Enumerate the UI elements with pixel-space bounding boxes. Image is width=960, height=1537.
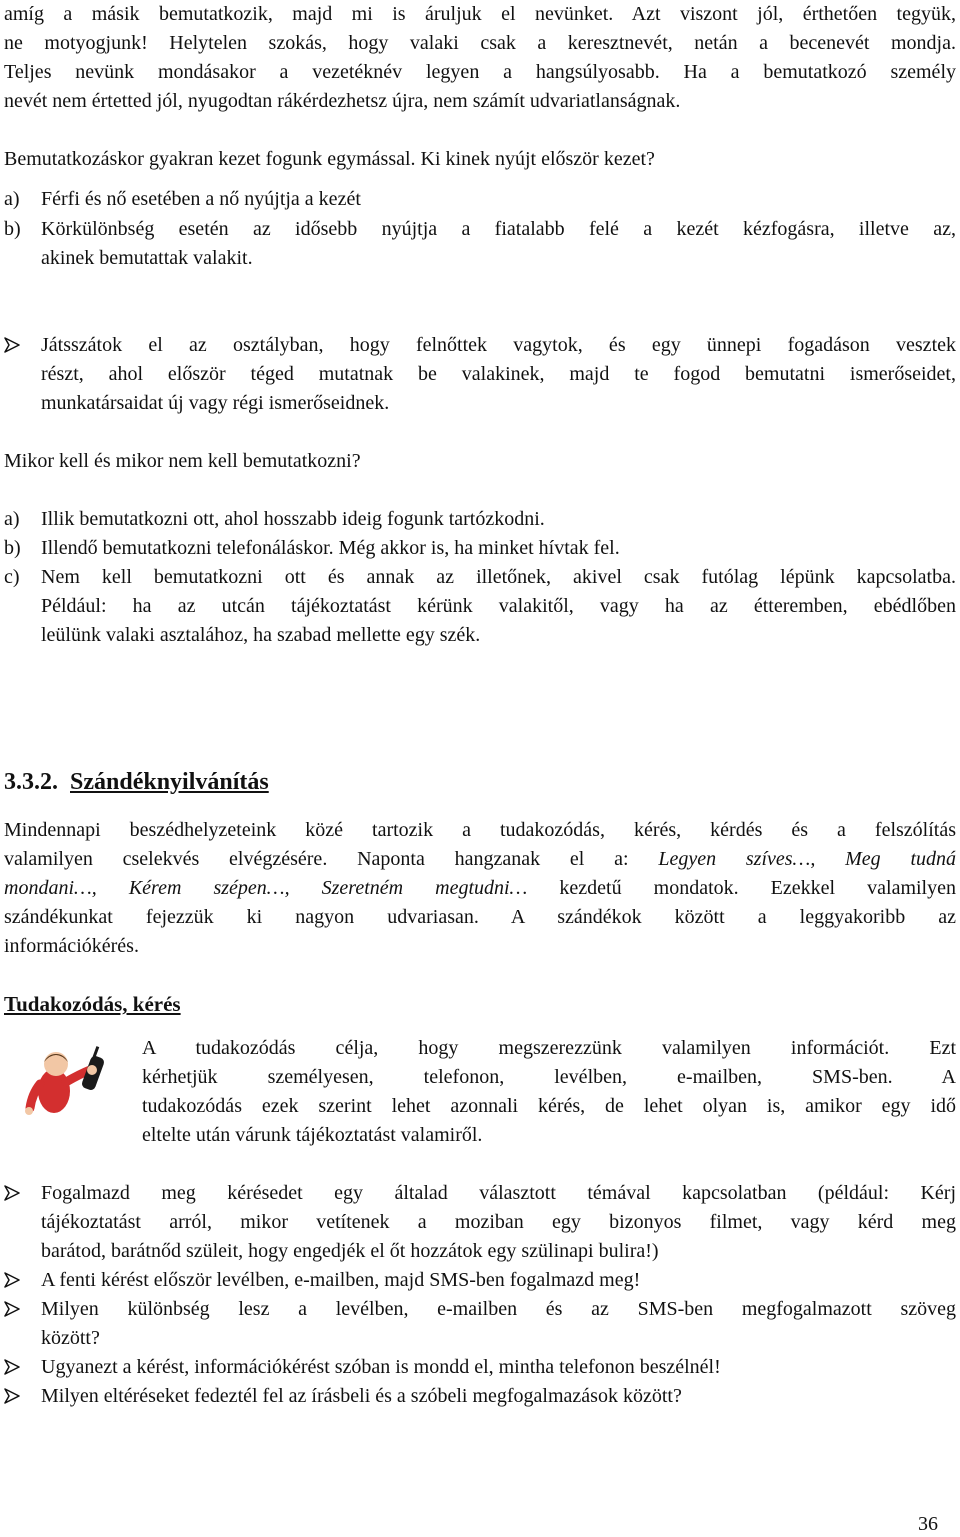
section-para-line-2: valamilyen cselekvés elvégzésére. Naponta hangzanak el a: Legyen szíves…, Meg tudná [4, 848, 956, 870]
task-oral [4, 1353, 956, 1382]
subsection-line-1: A tudakozódás célja, hogy megszerezzünk valamilyen információt. Ezt [142, 1037, 956, 1059]
task-roleplay [4, 331, 956, 418]
task-formats [4, 1266, 956, 1295]
task-line-2: között? [41, 1327, 100, 1349]
task-line-1: Játsszátok el az osztályban, hogy felnőttek vagytok, és egy ünnepi fogadáson vesztek [41, 334, 956, 356]
subsection-title: Tudakozódás, kérés [4, 992, 181, 1016]
answer-c [4, 563, 956, 650]
arrow-bullet-icon [4, 1266, 41, 1295]
subsection-line-2: kérhetjük személyesen, telefonon, levélben, e-mailben, SMS-ben. A [142, 1066, 956, 1088]
intro-line-2: ne motyogjunk! Helytelen szokás, hogy valaki csak a keresztnevét, netán a becenevét mondja. [4, 32, 956, 54]
polite-phrases-1: Legyen szíves…, Meg tudná [658, 848, 956, 870]
page-number: 36 [918, 1513, 938, 1535]
handshake-question: Bemutatkozáskor gyakran kezet fogunk egymással. Ki kinek nyújt először kezet? [4, 148, 655, 170]
section-para-line-1: Mindennapi beszédhelyzeteink közé tartozik a tudakozódás, kérés, kérdés és a felszólítás [4, 819, 956, 841]
subsection-line-3: tudakozódás ezek szerint lehet azonnali kérés, de lehet olyan is, amikor egy idő [142, 1095, 956, 1117]
task-line-1: Fogalmazd meg kérésedet egy általad választott témával kapcsolatban (például: Kérj [41, 1182, 956, 1204]
task-line-1: A fenti kérést először levélben, e-mailben, majd SMS-ben fogalmazd meg! [41, 1269, 641, 1291]
option-text-line-1: Körkülönbség esetén az idősebb nyújtja a fiatalabb felé a kezét kézfogásra, illetve az, [41, 218, 956, 240]
arrow-bullet-icon [4, 331, 41, 418]
intro-line-1: amíg a másik bemutatkozik, majd mi is áruljuk el nevünket. Azt viszont jól, érthetően tegyük, [4, 3, 956, 25]
subsection-line-4: eltelte után várunk tájékoztatást valamiről. [142, 1124, 483, 1146]
answer-text-line-2: Például: ha az utcán tájékoztatást kérünk valakitől, vagy ha az étteremben, ebédlőben [41, 595, 956, 617]
section-para-line-5: információkérés. [4, 935, 139, 957]
section-number: 3.3.2. [4, 769, 58, 795]
handshake-option-b [4, 215, 956, 273]
intro-line-4: nevét nem értetted jól, nyugodtan rákérdezhetsz újra, nem számít udvariatlanságnak. [4, 90, 681, 112]
answer-a [4, 505, 956, 534]
answer-label: a) [4, 508, 20, 530]
task-line-1: Milyen eltéréseket fedeztél fel az írásbeli és a szóbeli megfogalmazások között? [41, 1385, 682, 1407]
task-line-1: Milyen különbség lesz a levélben, e-mailben és az SMS-ben megfogalmazott szöveg [41, 1298, 956, 1320]
option-text: Férfi és nő esetében a nő nyújtja a kezét [41, 188, 361, 210]
handshake-option-a [4, 185, 956, 214]
option-label: a) [4, 188, 20, 210]
person-with-phone-icon [24, 1046, 134, 1126]
section-heading [4, 767, 269, 797]
section-title: Szándéknyilvánítás [70, 769, 269, 795]
arrow-bullet-icon [4, 1382, 41, 1411]
arrow-bullet-icon [4, 1295, 41, 1353]
answer-text-line-1: Nem kell bemutatkozni ott és annak az illetőnek, akivel csak futólag lépünk kapcsolatba. [41, 566, 956, 588]
when-question: Mikor kell és mikor nem kell bemutatkozni? [4, 450, 361, 472]
section-para-line-4: szándékunkat fejezzük ki nagyon udvariasan. A szándékok között a leggyakoribb az [4, 906, 956, 928]
task-compare [4, 1382, 956, 1411]
intro-line-3: Teljes nevünk mondásakor a vezetéknév legyen a hangsúlyosabb. Ha a bemutatkozó személy [4, 61, 956, 83]
answer-label: c) [4, 566, 20, 588]
option-label: b) [4, 218, 21, 240]
section-para-line-3: mondani…, Kérem szépen…, Szeretném megtudni… kezdetű mondatok. Ezekkel valamilyen [4, 877, 956, 899]
answer-text: Illik bemutatkozni ott, ahol hosszabb ideig fogunk tartózkodni. [41, 508, 545, 530]
arrow-bullet-icon [4, 1179, 41, 1266]
task-line-2: tájékoztatást arról, mikor vetítenek a moziban egy bizonyos filmet, vagy kérd meg [41, 1211, 956, 1233]
answer-label: b) [4, 537, 21, 559]
answer-text-line-3: leülünk valaki asztalához, ha szabad mellette egy szék. [41, 624, 481, 646]
task-line-3: munkatársaidat új vagy régi ismerőseidnek. [41, 392, 390, 414]
task-difference [4, 1295, 956, 1353]
task-request [4, 1179, 956, 1266]
task-line-2: részt, ahol először téged mutatnak be valakinek, majd te fogod bemutatni ismerőseidet, [41, 363, 956, 385]
task-line-1: Ugyanezt a kérést, információkérést szóban is mondd el, mintha telefonon beszélnél! [41, 1356, 721, 1378]
task-line-3: barátod, barátnőd szüleit, hogy engedjék el őt hozzátok egy szülinapi bulira!) [41, 1240, 659, 1262]
answer-text: Illendő bemutatkozni telefonáláskor. Még akkor is, ha minket hívtak fel. [41, 537, 620, 559]
answer-b [4, 534, 956, 563]
arrow-bullet-icon [4, 1353, 41, 1382]
polite-phrases-2: mondani…, Kérem szépen…, Szeretném megtudni… [4, 877, 528, 899]
option-text-line-2: akinek bemutattak valakit. [41, 247, 253, 269]
